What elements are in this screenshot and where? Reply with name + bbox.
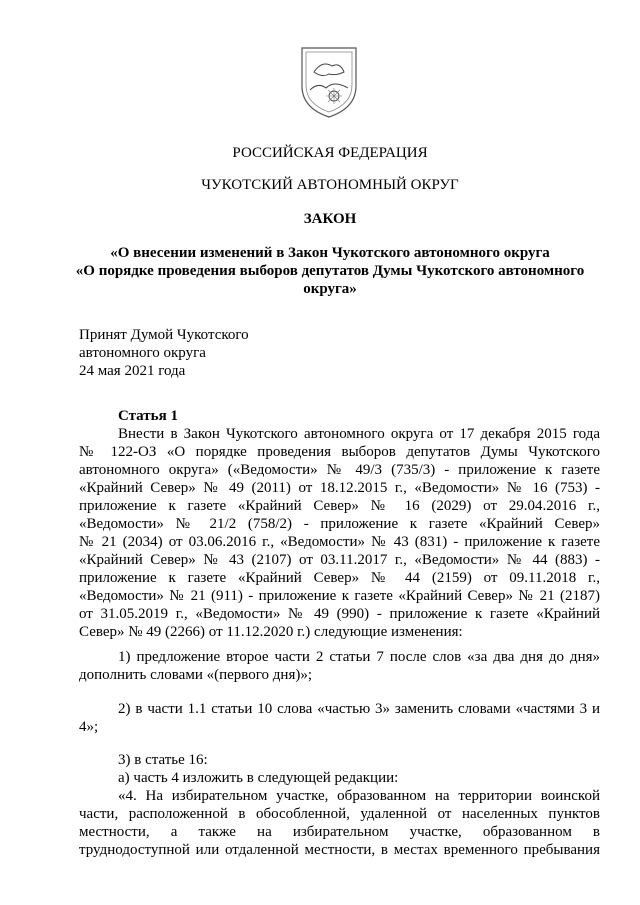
adoption-line: автономного округа — [79, 345, 206, 361]
paragraph-line: № 21 (2034) от 03.06.2016 г., «Ведомости» № 43 (831) - приложение к газете — [79, 534, 600, 550]
paragraph-line: автономного округа» («Ведомости» № 49/3 (735/3) - приложение к газете — [79, 462, 600, 478]
amendment-item-1 — [79, 648, 600, 684]
paragraph-line: 1) предложение второе части 2 статьи 7 после слов «за два дня до дня» — [118, 649, 600, 665]
quoted-text-line: «4. На избирательном участке, образованном на территории воинской — [118, 788, 600, 804]
paragraph-line: 2) в части 1.1 статьи 10 слова «частью 3» заменить словами «частями 3 и — [118, 701, 600, 717]
adoption-date: 24 мая 2021 года — [79, 363, 186, 379]
country-name: РОССИЙСКАЯ ФЕДЕРАЦИЯ — [232, 145, 428, 161]
adoption-info — [79, 326, 249, 380]
paragraph-line: а) часть 4 изложить в следующей редакции: — [118, 770, 399, 786]
paragraph-line: 3) в статье 16: — [118, 752, 208, 768]
paragraph-line: приложение к газете «Крайний Север» № 44 (2159) от 09.11.2018 г., — [79, 570, 600, 586]
paragraph-line: «Ведомости» № 21 (911) - приложение к газете «Крайний Север» № 21 (2187) — [79, 588, 600, 604]
region-name: ЧУКОТСКИЙ АВТОНОМНЫЙ ОКРУГ — [201, 177, 459, 193]
amendment-item-2 — [79, 700, 600, 736]
paragraph-line: Внести в Закон Чукотского автономного округа от 17 декабря 2015 года — [118, 426, 600, 442]
amendment-item-3 — [79, 751, 600, 859]
quoted-text-line: местности, а также на избирательном участке, образованном в — [79, 824, 600, 840]
law-title-line: «О порядке проведения выборов депутатов Думы Чукотского автономного — [75, 263, 585, 279]
law-title-line: округа» — [303, 281, 357, 297]
paragraph-line: «Ведомости» № 21/2 (758/2) - приложение к газете «Крайний Север» — [79, 516, 600, 532]
document-type: ЗАКОН — [303, 211, 357, 227]
paragraph-line: дополнить словами «(первого дня)»; — [79, 667, 313, 683]
paragraph-line: Север» № 49 (2266) от 11.12.2020 г.) следующие изменения: — [79, 624, 463, 640]
paragraph-line: от 31.05.2019 г., «Ведомости» № 49 (990) - приложение к газете «Крайний — [79, 606, 600, 622]
paragraph-line: 4»; — [79, 719, 99, 735]
paragraph-line: «Крайний Север» № 49 (2011) от 18.12.2015 г., «Ведомости» № 16 (753) - — [79, 480, 600, 496]
paragraph-line: приложение к газете «Крайний Север» № 16 (2029) от 29.04.2016 г., — [79, 498, 600, 514]
quoted-text-line: труднодоступной или отдаленной местности, в местах временного пребывания — [79, 842, 600, 858]
law-title-line: «О внесении изменений в Закон Чукотского автономного округа — [110, 245, 550, 261]
paragraph-line: «Крайний Север» № 43 (2107) от 03.11.2017 г., «Ведомости» № 44 (883) - — [79, 552, 600, 568]
quoted-text-line: части, расположенной в обособленной, удаленной от населенных пунктов — [79, 806, 600, 822]
law-title — [60, 244, 600, 298]
paragraph-line: № 122-ОЗ «О порядке проведения выборов депутатов Думы Чукотского — [79, 444, 600, 460]
adoption-line: Принят Думой Чукотского — [79, 327, 249, 343]
article-heading: Статья 1 — [118, 408, 178, 424]
article-intro-paragraph — [79, 425, 600, 641]
coat-of-arms-emblem — [296, 42, 362, 120]
